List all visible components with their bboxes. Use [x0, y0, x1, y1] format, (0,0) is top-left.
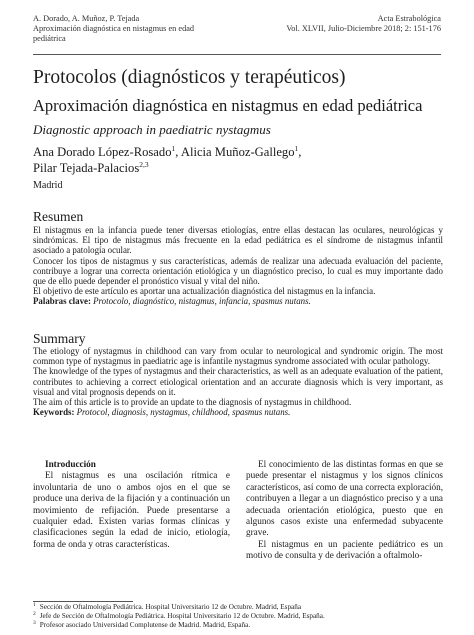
- keywords-list: Protocolo, diagnóstico, nistagmus, infancia, spasmus nutans.: [93, 296, 311, 307]
- summary-keywords: [33, 407, 443, 417]
- summary-paragraph: The etiology of nystagmus in childhood can vary from ocular to neurological and syndromic origin. The most common type of nystagmus in paediatric age is infantile nystagmus syndrome associated with ocular pathology.: [33, 346, 443, 367]
- author-list: [33, 144, 301, 176]
- body-column-left: [33, 459, 230, 550]
- journal-volume-issue: Vol. XLVII, Julio-Diciembre 2018; 2: 151-176: [286, 24, 441, 33]
- keywords-label: Keywords:: [33, 407, 75, 418]
- running-head-authors-line: A. Dorado, A. Muñoz, P. Tejada: [33, 14, 140, 23]
- header-divider: [33, 54, 441, 55]
- footnotes: [33, 603, 453, 630]
- resumen-paragraph: El nistagmus en la infancia puede tener diversas etiologías, entre ellas destacan las oculares, neurológicas y sindrómicas. El tipo de nistagmus más frecuente en la edad pediátrica es el síndrome de nistagmus infantil asociado a patología ocular.: [33, 225, 443, 256]
- introduction-heading: Introducción: [45, 459, 96, 469]
- footnote-text: Profesor asociado Universidad Complutense de Madrid. Madrid, España.: [39, 621, 251, 629]
- resumen-keywords: [33, 296, 443, 306]
- author-name: Ana Dorado López-Rosado: [33, 145, 172, 159]
- keywords-list: Protocol, diagnosis, nystagmus, childhood, spasmus nutans.: [76, 407, 291, 418]
- article-subtitle: Diagnostic approach in paediatric nystagmus: [33, 122, 271, 137]
- author-name: , Alicia Muñoz-Gallego: [175, 145, 295, 159]
- running-head-authors: [33, 14, 194, 44]
- resumen-paragraph: El objetivo de este artículo es aportar una actualización diagnóstica del nistagmus en la infancia.: [33, 286, 376, 297]
- footnote-text: Sección de Oftalmología Pediátrica. Hospital Universitario 12 de Octubre. Madrid, España: [39, 603, 302, 611]
- footnote: [33, 612, 453, 621]
- keywords-label: Palabras clave:: [33, 296, 91, 307]
- author-affiliation-mark: 2,3: [139, 160, 149, 169]
- article-title: Aproximación diagnóstica en nistagmus en edad pediátrica: [33, 96, 423, 115]
- resumen-heading: Resumen: [33, 209, 84, 224]
- summary-paragraph: The aim of this article is to provide an update to the diagnosis of nystagmus in childhood.: [33, 397, 352, 408]
- resumen-body: [33, 225, 443, 307]
- footnote-number: 1: [33, 602, 36, 608]
- footnote-number: 3: [33, 620, 36, 626]
- running-head-short-title-line1: Aproximación diagnóstica en nistagmus en edad: [33, 24, 195, 33]
- running-head-journal: [286, 14, 441, 34]
- body-paragraph: El nistagmus es una oscilación rítmica e involuntaria de uno o ambos ojos en el que se produce una deriva de la fijación y a continuación un movimiento de refijación. Puede presentarse a cualquier edad. Existen varias formas clínicas y clasificaciones según la edad de inicio, etiología, forma de onda y otras características.: [33, 470, 230, 549]
- running-head-short-title-line2: pediátrica: [33, 34, 66, 43]
- author-affiliation-mark: 1: [294, 144, 299, 153]
- footnote-divider: [33, 601, 133, 602]
- footnote: [33, 621, 453, 630]
- author-line-2: [33, 160, 301, 176]
- author-line-1: [33, 144, 301, 160]
- footnote: [33, 603, 453, 612]
- author-affiliation-mark: 1: [171, 144, 176, 153]
- section-title: Protocolos (diagnósticos y terapéuticos): [33, 67, 346, 88]
- footnote-text: Jefe de Sección de Oftalmología Pediátrica. Hospital Universitario 12 de Octubre. Madrid, España.: [39, 612, 325, 620]
- summary-heading: Summary: [33, 331, 86, 346]
- body-paragraph: El nistagmus en un paciente pediátrico es un motivo de consulta y de derivación a oftalmolo-: [246, 538, 443, 561]
- journal-name: Acta Estrabológica: [377, 14, 441, 23]
- author-name: Pilar Tejada-Palacios: [33, 161, 140, 175]
- author-separator: ,: [298, 145, 302, 159]
- footnote-number: 2: [33, 611, 36, 617]
- summary-body: [33, 346, 443, 417]
- body-column-right: [246, 459, 443, 562]
- body-paragraph: El conocimiento de las distintas formas en que se puede presentar el nistagmus y los signos clínicos característicos, así como de una correcta exploración, contribuyen a llegar a un diagnóstico preciso y a una adecuada orientación etiológica, puesto que en algunos casos existe una enfermedad subyacente grave.: [246, 459, 443, 538]
- resumen-paragraph: Conocer los tipos de nistagmus y sus características, además de realizar una adecuada evaluación del paciente, contribuye a lograr una correcta orientación etiológica y un diagnóstico preciso, lo cual es muy importante dado que de ello puede depender el pronóstico visual y vital del niño.: [33, 255, 443, 287]
- summary-paragraph: The knowledge of the types of nystagmus and their characteristics, as well as an adequate evaluation of the patient, contributes to achieving a correct etiological orientation and an accurate diagnosis which is very important, as visual and vital prognosis depends on it.: [33, 366, 443, 397]
- author-city: Madrid: [33, 180, 63, 191]
